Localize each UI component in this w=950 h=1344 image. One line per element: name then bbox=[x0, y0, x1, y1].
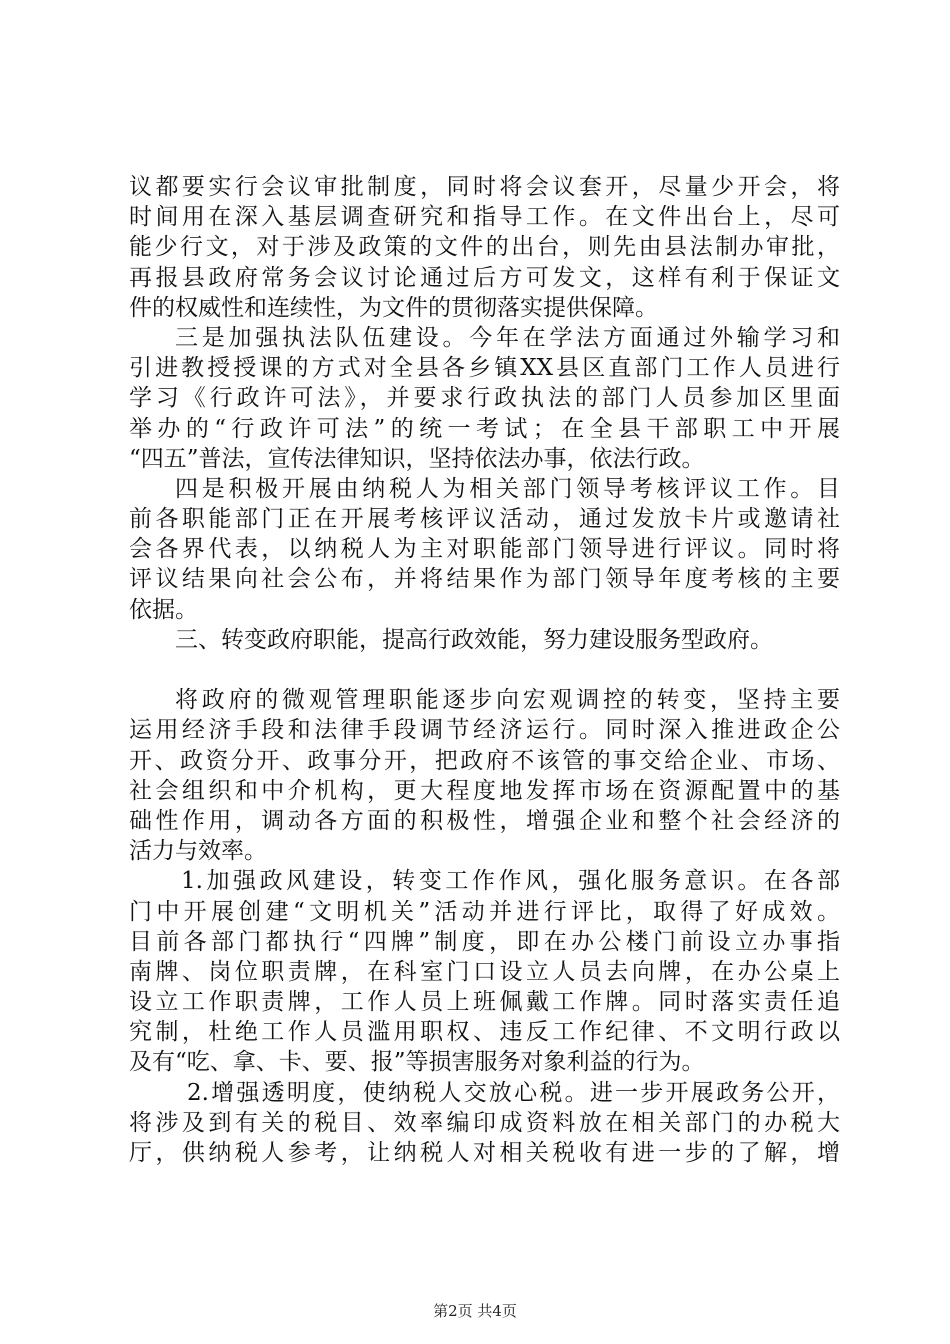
text-line: 前各职能部门正在开展考核评议活动，通过发放卡片或邀请社 bbox=[129, 506, 840, 533]
text-line: 究制，杜绝工作人员滥用职权、违反工作纪律、不文明行政以 bbox=[129, 1019, 840, 1046]
text-line: 能少行文，对于涉及政策的文件的出台，则先由县法制办审批， bbox=[129, 234, 840, 261]
text-line: 学习《行政许可法》，并要求行政执法的部门人员参加区里面 bbox=[129, 385, 840, 412]
text-line: 三是加强执法队伍建设。今年在学法方面通过外输学习和 bbox=[175, 324, 840, 351]
text-line: 将政府的微观管理职能逐步向宏观调控的转变，坚持主要 bbox=[175, 687, 840, 714]
text-line: 再报县政府常务会议讨论通过后方可发文，这样有利于保证文 bbox=[129, 264, 840, 291]
text-line: 议都要实行会议审批制度，同时将会议套开，尽量少开会，将 bbox=[129, 174, 840, 200]
text-line: 设立工作职责牌，工作人员上班佩戴工作牌。同时落实责任追 bbox=[129, 989, 840, 1016]
text-line: 时间用在深入基层调查研究和指导工作。在文件出台上，尽可 bbox=[129, 204, 840, 231]
text-line: 将涉及到有关的税目、效率编印成资料放在相关部门的办税大 bbox=[129, 1109, 840, 1136]
paragraph-spacer bbox=[129, 655, 840, 685]
text-line: 及有“吃、拿、卡、要、报”等损害服务对象利益的行为。 bbox=[129, 1049, 705, 1076]
text-line: 础性作用，调动各方面的积极性，增强企业和整个社会经济的 bbox=[129, 807, 840, 834]
text-line: 引进教授授课的方式对全县各乡镇XX县区直部门工作人员进行 bbox=[129, 355, 840, 382]
page-number-footer: 第2页 共4页 bbox=[433, 1302, 517, 1320]
text-line: “四五”普法，宣传法律知识，坚持依法办事，依法行政。 bbox=[129, 445, 705, 472]
text-line: 运用经济手段和法律手段调节经济运行。同时深入推进政企公 bbox=[129, 717, 840, 744]
text-line: 评议结果向社会公布，并将结果作为部门领导年度考核的主要 bbox=[129, 566, 840, 593]
text-line: 依据。 bbox=[129, 596, 198, 623]
text-line: 南牌、岗位职责牌，在科室门口设立人员去向牌，在办公桌上 bbox=[129, 958, 840, 985]
text-line: 开、政资分开、政事分开，把政府不该管的事交给企业、市场、 bbox=[129, 747, 840, 774]
text-line: 举办的“行政许可法”的统一考试；在全县干部职工中开展 bbox=[129, 415, 840, 442]
text-line: 厅，供纳税人参考，让纳税人对相关税收有进一步的了解，增 bbox=[129, 1140, 840, 1166]
text-line: 目前各部门都执行“四牌”制度，即在办公楼门前设立办事指 bbox=[129, 928, 840, 955]
document-body bbox=[129, 172, 840, 1168]
text-line: 门中开展创建“文明机关”活动并进行评比，取得了好成效。 bbox=[129, 898, 840, 925]
section-heading: 三、转变政府职能，提高行政效能，努力建设服务型政府。 bbox=[175, 626, 773, 653]
text-line: 社会组织和中介机构，更大程度地发挥市场在资源配置中的基 bbox=[129, 777, 840, 804]
text-line: 2.增强透明度，使纳税人交放心税。进一步开展政务公开， bbox=[187, 1079, 840, 1106]
text-line: 四是积极开展由纳税人为相关部门领导考核评议工作。目 bbox=[175, 475, 840, 502]
text-line: 会各界代表，以纳税人为主对职能部门领导进行评议。同时将 bbox=[129, 536, 840, 563]
text-line: 活力与效率。 bbox=[129, 838, 267, 865]
text-line: 1.加强政风建设，转变工作作风，强化服务意识。在各部 bbox=[181, 868, 840, 895]
text-line: 件的权威性和连续性，为文件的贯彻落实提供保障。 bbox=[129, 294, 658, 321]
